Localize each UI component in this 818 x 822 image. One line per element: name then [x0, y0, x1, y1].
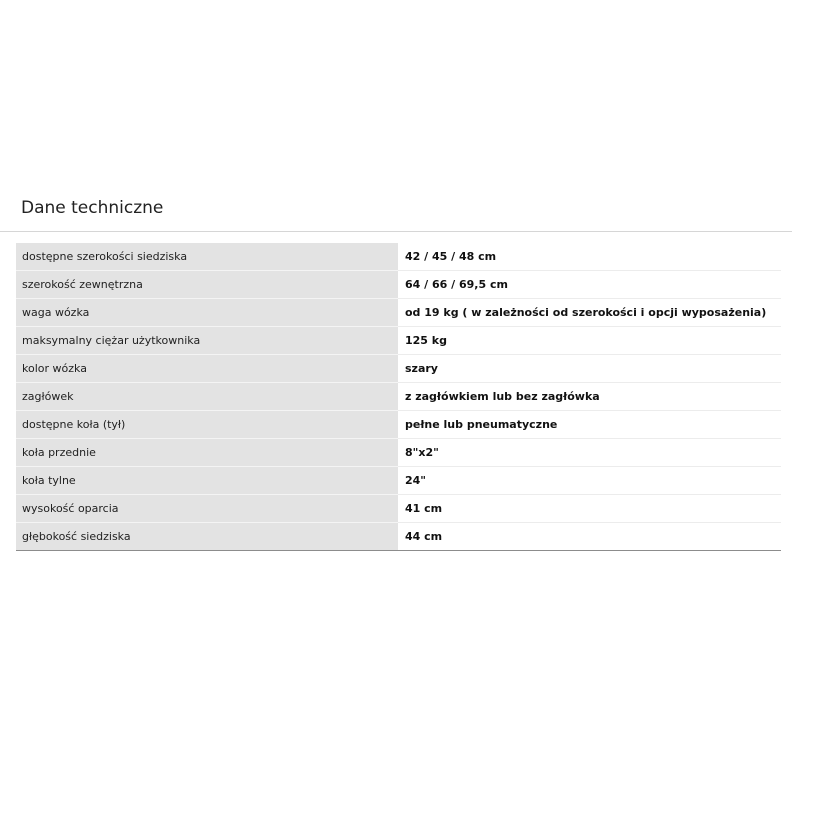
table-row: [16, 327, 781, 355]
spec-label: zagłówek: [16, 383, 398, 411]
spec-value: 42 / 45 / 48 cm: [398, 243, 781, 271]
spec-value: 8"x2": [398, 439, 781, 467]
table-row: [16, 299, 781, 327]
table-row: [16, 467, 781, 495]
spec-value: 44 cm: [398, 523, 781, 551]
spec-label: szerokość zewnętrzna: [16, 271, 398, 299]
table-row: [16, 243, 781, 271]
spec-value: 64 / 66 / 69,5 cm: [398, 271, 781, 299]
spec-label: koła przednie: [16, 439, 398, 467]
table-row: [16, 495, 781, 523]
table-row: [16, 355, 781, 383]
table-row: [16, 411, 781, 439]
table-row: [16, 439, 781, 467]
spec-value: z zagłówkiem lub bez zagłówka: [398, 383, 781, 411]
spec-value: 125 kg: [398, 327, 781, 355]
spec-label: maksymalny ciężar użytkownika: [16, 327, 398, 355]
spec-value: pełne lub pneumatyczne: [398, 411, 781, 439]
spec-value: 24": [398, 467, 781, 495]
specs-table: [16, 243, 781, 551]
spec-label: waga wózka: [16, 299, 398, 327]
table-row: [16, 271, 781, 299]
spec-value: od 19 kg ( w zależności od szerokości i opcji wyposażenia): [398, 299, 781, 327]
spec-label: głębokość siedziska: [16, 523, 398, 551]
spec-label: dostępne koła (tył): [16, 411, 398, 439]
section-title: Dane techniczne: [21, 198, 164, 218]
spec-label: wysokość oparcia: [16, 495, 398, 523]
spec-label: koła tylne: [16, 467, 398, 495]
spec-label: kolor wózka: [16, 355, 398, 383]
spec-value: 41 cm: [398, 495, 781, 523]
table-row: [16, 383, 781, 411]
title-divider: [0, 231, 792, 232]
spec-label: dostępne szerokości siedziska: [16, 243, 398, 271]
spec-value: szary: [398, 355, 781, 383]
table-row: [16, 523, 781, 551]
